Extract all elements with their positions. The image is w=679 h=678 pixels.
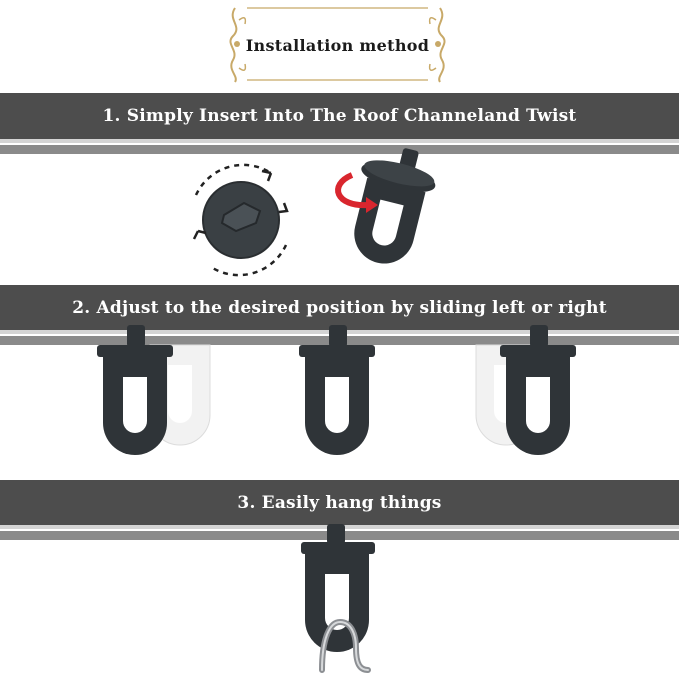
step-2-band (0, 285, 679, 330)
step-3-band (0, 480, 679, 525)
title-frame (225, 0, 450, 86)
step-1-band (0, 93, 679, 139)
hook-icon (299, 325, 379, 455)
hook-icon (330, 145, 440, 275)
step-3-label: 3. Easily hang things (237, 492, 442, 513)
rail-edge (0, 139, 679, 143)
page-title: Installation method (245, 36, 430, 55)
step-1-label: 1. Simply Insert Into The Roof Channeland Twist (102, 106, 577, 126)
step-2-label: 2. Adjust to the desired position by sliding left or right (72, 297, 607, 318)
hook-icon (500, 325, 580, 455)
metal-s-hook-icon (312, 608, 382, 678)
hook-icon (97, 325, 177, 455)
twist-arrows-icon (176, 155, 306, 285)
